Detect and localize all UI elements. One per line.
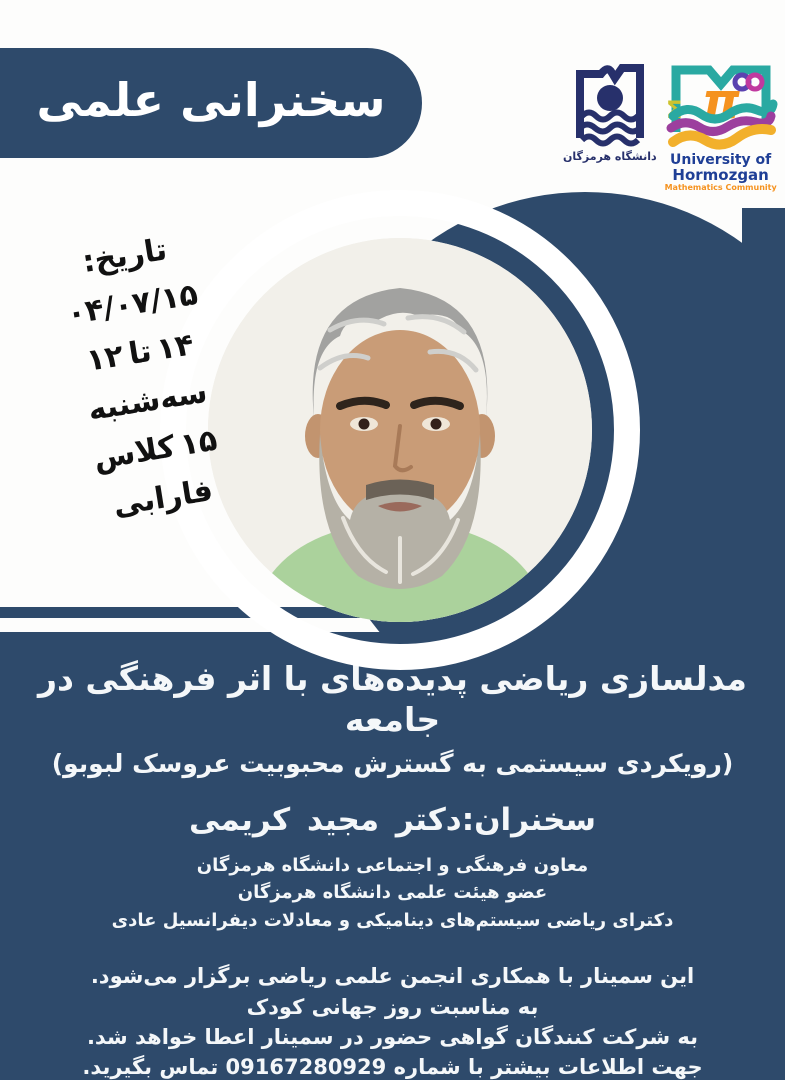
- math-logo-caption-line1: University of: [670, 152, 772, 168]
- university-logo-caption: دانشگاه هرمزگان: [563, 150, 657, 163]
- university-of-hormozgan-icon: [568, 58, 652, 148]
- right-edge-bar: [742, 208, 785, 648]
- sigma-icon: Σ: [665, 96, 683, 124]
- schedule-building: فارابی: [110, 473, 216, 524]
- math-community-logo: [663, 58, 779, 193]
- university-logo: [563, 58, 657, 163]
- schedule-date-label: تاریخ:: [80, 232, 170, 281]
- pi-icon: π: [701, 74, 740, 130]
- banner: [0, 48, 422, 158]
- speaker-affiliations: [0, 852, 785, 936]
- seminar-subtitle: (رویکردی سیستمی به گسترش محبوبیت عروسک لبوبو): [51, 748, 734, 778]
- schedule-room: کلاس۱۵: [91, 422, 220, 477]
- schedule-day: سه‌شنبه: [85, 374, 210, 428]
- schedule-block: [16, 225, 274, 549]
- poster-title: سخنرانی علمی: [36, 73, 386, 127]
- seminar-title: مدلسازی ریاضی پدیده‌های با اثر فرهنگی در جامعه: [37, 659, 747, 740]
- schedule-date-value: ۰۴/۰۷/۱۵: [64, 276, 201, 333]
- details-content: [0, 632, 785, 1080]
- speaker-name: سخنران:دکتر مجید کریمی: [189, 801, 596, 838]
- seminar-notes: [0, 961, 785, 1080]
- details-section: [0, 632, 785, 1080]
- note-line: این سمینار با همکاری انجمن علمی ریاضی برگزار می‌شود.: [90, 964, 695, 989]
- math-logo-caption-line2: Hormozgan: [672, 165, 769, 184]
- affiliation-line: دکترای ریاضی سیستم‌های دینامیکی و معادلات دیفرانسیل عادی: [111, 910, 674, 932]
- speaker-photo: [208, 238, 592, 622]
- math-community-icon: [663, 58, 779, 152]
- note-line: به شرکت کنندگان گواهی حضور در سمینار اعطا خواهد شد.: [86, 1025, 699, 1050]
- note-line: به مناسبت روز جهانی کودک: [246, 994, 539, 1019]
- affiliation-line: عضو هیئت علمی دانشگاه هرمزگان: [237, 882, 548, 904]
- affiliation-line: معاون فرهنگی و اجتماعی دانشگاه هرمزگان: [196, 854, 589, 876]
- math-logo-caption-line3: Mathematics Community: [664, 183, 777, 193]
- speaker-portrait-illustration: [208, 238, 592, 622]
- logos-row: [563, 58, 779, 193]
- schedule-time: ۱۲تا۱۴: [84, 327, 197, 379]
- note-line: جهت اطلاعات بیشتر با شماره 09167280929 تماس بگیرید.: [82, 1055, 703, 1080]
- math-logo-captions: [665, 153, 777, 193]
